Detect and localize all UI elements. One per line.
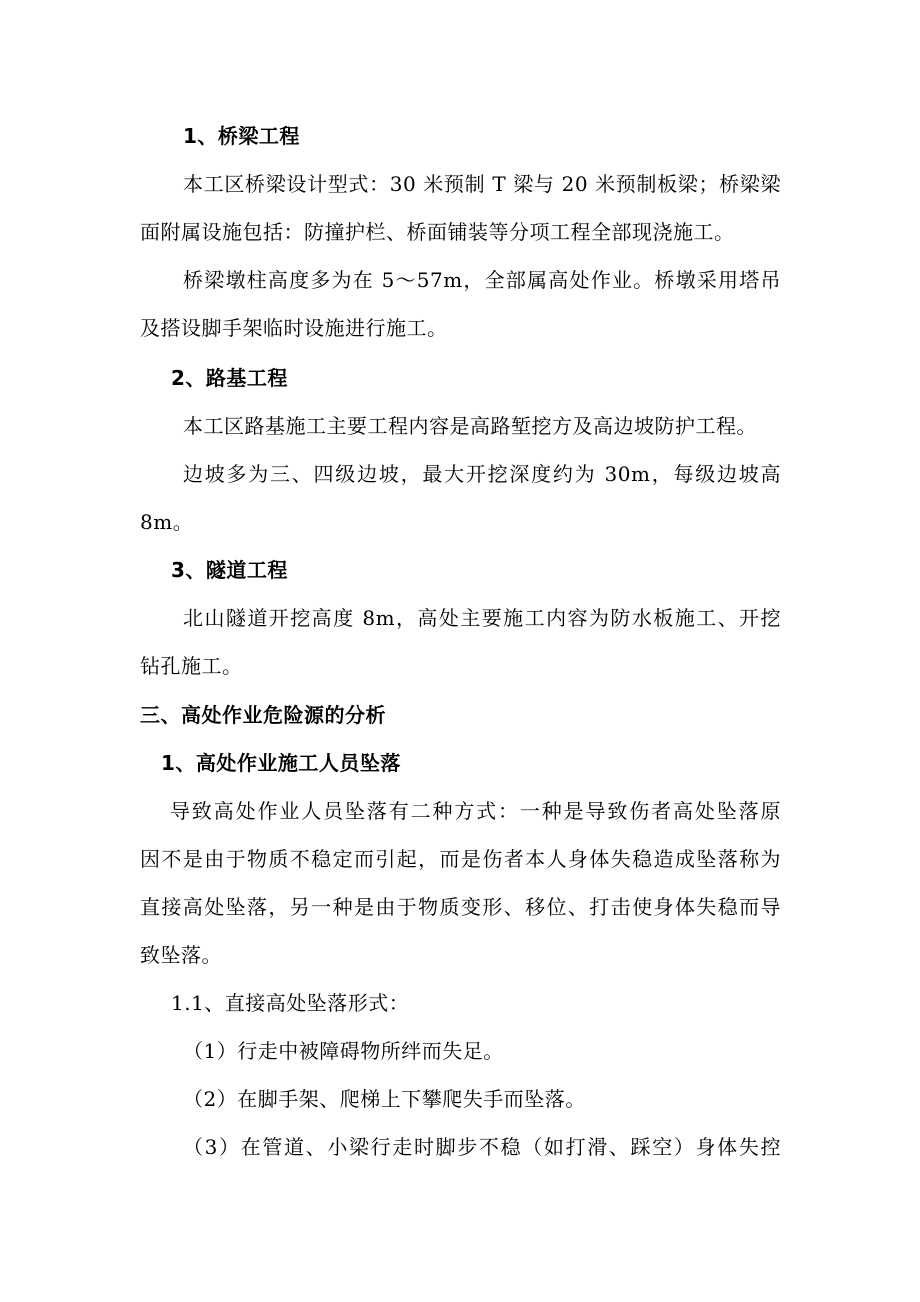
paragraph-slope-line2: 8m。 [140,510,194,534]
paragraph-pier-height-line1: 桥梁墩柱高度多为在 5～57m，全部属高处作业。桥墩采用塔吊 [183,268,781,292]
paragraph-bridge-design-line1: 本工区桥梁设计型式：30 米预制 T 梁与 20 米预制板梁；桥梁梁 [183,172,781,196]
paragraph-fall-types-line3: 直接高处坠落，另一种是由于物质变形、移位、打击使身体失稳而导 [140,895,781,919]
list-item-2: （2）在脚手架、爬梯上下攀爬失手而坠落。 [183,1087,586,1111]
list-item-3: （3）在管道、小梁行走时脚步不稳（如打滑、踩空）身体失控 [183,1135,781,1159]
paragraph-fall-types-line4: 致坠落。 [140,943,222,967]
list-item-1: （1）行走中被障碍物所绊而失足。 [183,1039,504,1063]
paragraph-roadbed-content: 本工区路基施工主要工程内容是高路堑挖方及高边坡防护工程。 [183,414,757,438]
paragraph-fall-types-line1: 导致高处作业人员坠落有二种方式：一种是导致伤者高处坠落原 [170,799,781,823]
heading-tunnel-engineering: 3、隧道工程 [171,558,288,582]
paragraph-fall-types-line2: 因不是由于物质不稳定而引起，而是伤者本人身体失稳造成坠落称为 [140,847,781,871]
heading-bridge-engineering: 1、桥梁工程 [183,124,300,148]
heading-roadbed-engineering: 2、路基工程 [171,366,288,390]
paragraph-tunnel-line2: 钻孔施工。 [140,654,243,678]
paragraph-tunnel-line1: 北山隧道开挖高度 8m，高处主要施工内容为防水板施工、开挖 [183,606,781,630]
heading-personnel-fall: 1、高处作业施工人员坠落 [161,751,401,775]
heading-direct-fall-forms: 1.1、直接高处坠落形式： [171,991,410,1015]
heading-hazard-analysis: 三、高处作业危险源的分析 [140,703,386,727]
paragraph-slope-line1: 边坡多为三、四级边坡，最大开挖深度约为 30m，每级边坡高 [183,462,781,486]
paragraph-pier-height-line2: 及搭设脚手架临时设施进行施工。 [140,316,448,340]
paragraph-bridge-design-line2: 面附属设施包括：防撞护栏、桥面铺装等分项工程全部现浇施工。 [140,220,735,244]
